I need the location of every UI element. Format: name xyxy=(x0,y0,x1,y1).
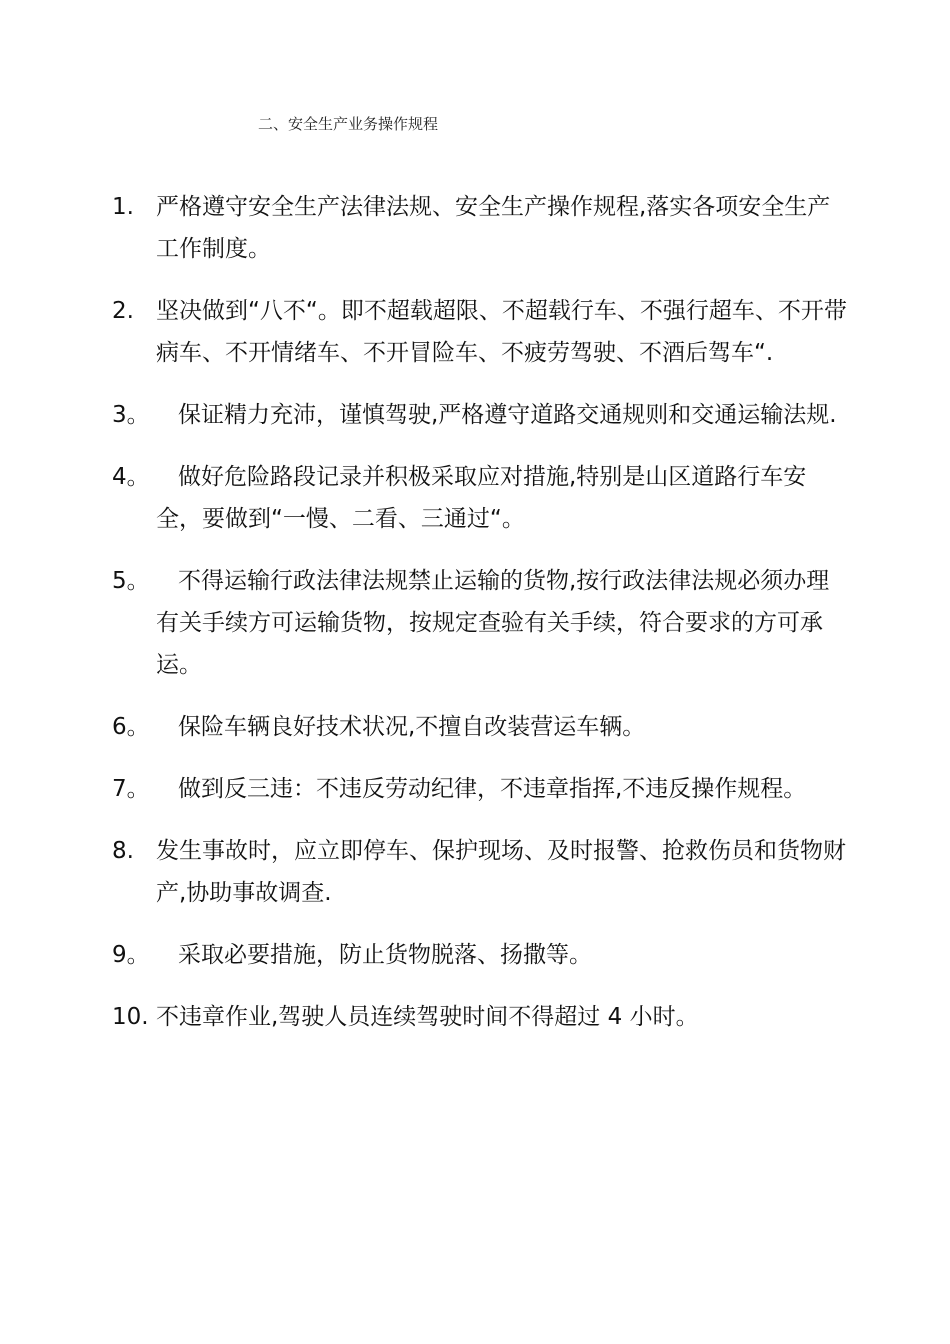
list-item xyxy=(112,290,847,374)
rule-number: 8. xyxy=(112,838,134,864)
rule-number: 9。 xyxy=(112,942,150,968)
list-item xyxy=(112,186,847,270)
rule-number: 3。 xyxy=(112,402,150,428)
rule-number: 7。 xyxy=(112,776,150,802)
rule-text: 严格遵守安全生产法律法规、安全生产操作规程,落实各项安全生产工作制度。 xyxy=(156,194,831,262)
rule-list xyxy=(112,186,847,1058)
list-item xyxy=(112,996,847,1038)
rule-number: 2. xyxy=(112,298,134,324)
list-item xyxy=(112,560,847,686)
list-item xyxy=(112,768,847,810)
rule-text: 不违章作业,驾驶人员连续驾驶时间不得超过 4 小时。 xyxy=(156,1004,699,1030)
list-item xyxy=(112,394,847,436)
rule-number: 5。 xyxy=(112,568,150,594)
rule-text: 保证精力充沛，谨慎驾驶,严格遵守道路交通规则和交通运输法规. xyxy=(178,402,837,428)
list-item xyxy=(112,934,847,976)
rule-number: 4。 xyxy=(112,464,150,490)
rule-text: 坚决做到“八不“。即不超载超限、不超载行车、不强行超车、不开带病车、不开情绪车、不开冒险车、不疲劳驾驶、不酒后驾车“. xyxy=(156,298,847,366)
section-heading: 二、安全生产业务操作规程 xyxy=(258,115,439,133)
rule-number: 6。 xyxy=(112,714,150,740)
rule-number: 10. xyxy=(112,1004,149,1030)
list-item xyxy=(112,830,847,914)
rule-text: 采取必要措施，防止货物脱落、扬撒等。 xyxy=(178,942,592,968)
rule-text: 做到反三违：不违反劳动纪律，不违章指挥,不违反操作规程。 xyxy=(178,776,807,802)
rule-text: 发生事故时，应立即停车、保护现场、及时报警、抢救伤员和货物财产,协助事故调查. xyxy=(156,838,846,906)
rule-number: 1. xyxy=(112,194,134,220)
list-item xyxy=(112,456,847,540)
rule-text: 保险车辆良好技术状况,不擅自改装营运车辆。 xyxy=(178,714,646,740)
list-item xyxy=(112,706,847,748)
rule-text: 不得运输行政法律法规禁止运输的货物,按行政法律法规必须办理有关手续方可运输货物，按规定查验有关手续，符合要求的方可承运。 xyxy=(156,568,830,678)
rule-text: 做好危险路段记录并积极采取应对措施,特别是山区道路行车安全，要做到“一慢、二看、三通过“。 xyxy=(156,464,807,532)
